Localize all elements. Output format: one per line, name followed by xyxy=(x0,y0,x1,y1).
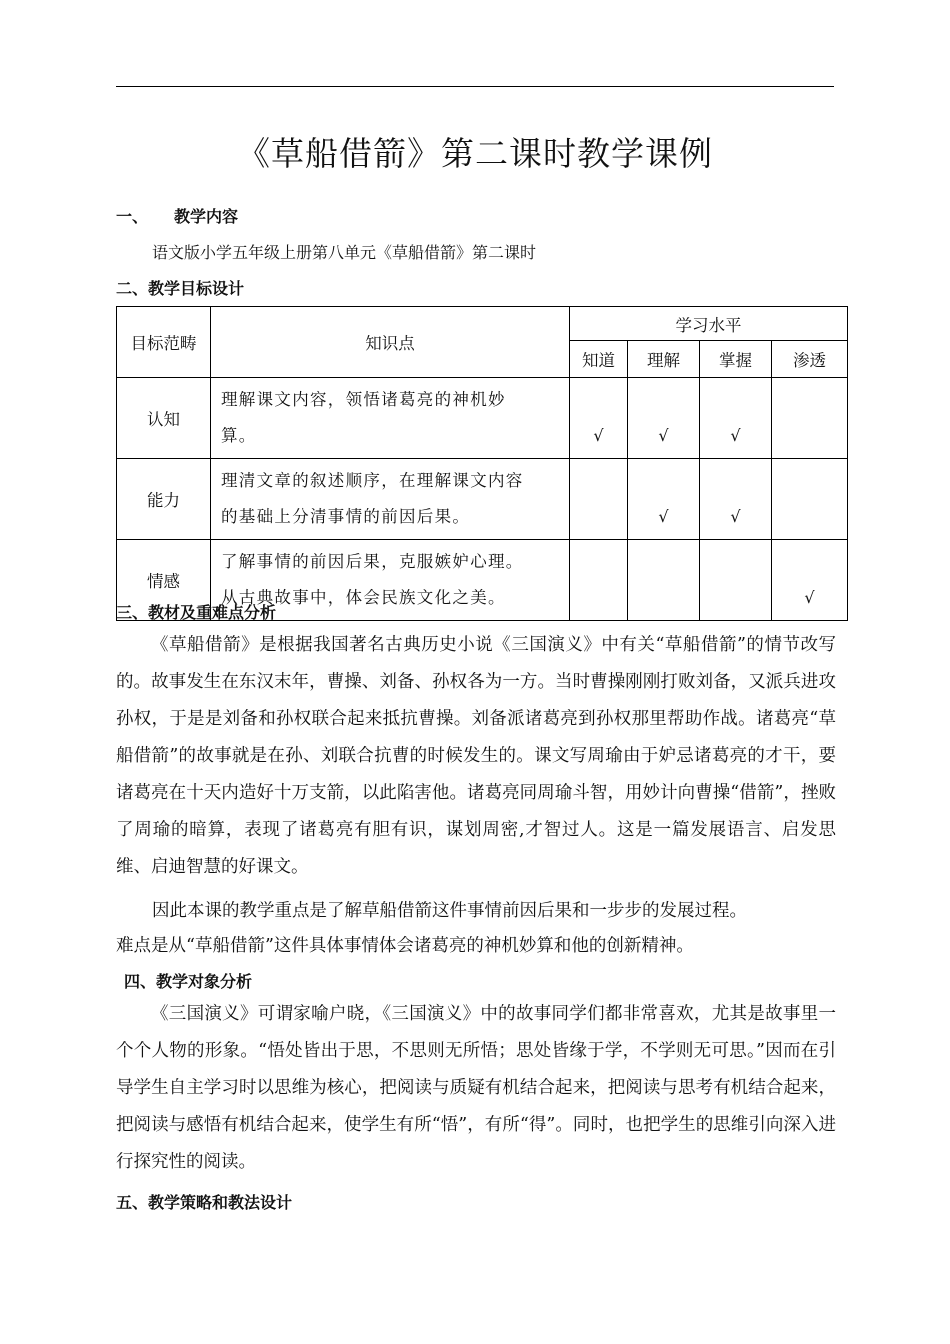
row-knowledge-line: 理解课文内容，领悟诸葛亮的神机妙 xyxy=(221,390,506,409)
check-mark xyxy=(772,481,847,517)
check-mark xyxy=(570,562,627,598)
section-3-heading: 三、教材及重难点分析 xyxy=(116,603,277,622)
check-mark: √ xyxy=(804,588,815,607)
header-level-master: 掌握 xyxy=(700,341,772,378)
row-mark-master xyxy=(700,540,772,621)
goals-table xyxy=(116,306,848,621)
check-mark xyxy=(570,481,627,517)
table-row xyxy=(117,459,848,540)
header-level: 学习水平 xyxy=(570,307,848,341)
check-mark xyxy=(772,400,847,436)
row-knowledge-line: 的基础上分清事情的前因后果。 xyxy=(221,507,471,526)
section-5-heading: 五、教学策略和教法设计 xyxy=(116,1193,293,1212)
row-mark-know xyxy=(570,540,628,621)
section-4-heading: 四、教学对象分析 xyxy=(124,972,253,991)
row-mark-understand xyxy=(628,378,700,459)
row-category: 能力 xyxy=(117,459,211,540)
table-row xyxy=(117,378,848,459)
row-mark-know xyxy=(570,459,628,540)
row-mark-understand xyxy=(628,540,700,621)
row-knowledge-line: 算。 xyxy=(221,426,257,445)
table-header-row xyxy=(117,307,848,341)
row-mark-permeate xyxy=(772,459,848,540)
section-1-number: 一、 xyxy=(116,207,149,226)
header-level-know: 知道 xyxy=(570,341,628,378)
row-mark-permeate xyxy=(772,540,848,621)
page-title: 《草船借箭》第二课时教学课例 xyxy=(237,134,713,173)
analysis-difficulty: 难点是从“草船借箭”这件具体事情体会诸葛亮的神机妙算和他的创新精神。 xyxy=(116,936,694,956)
analysis-paragraph: 《草船借箭》是根据我国著名古典历史小说《三国演义》中有关“草船借箭”的情节改写的。故事发生在东汉末年，曹操、刘备、孙权各为一方。当时曹操刚刚打败刘备，又派兵进攻孙权，于是是刘备和孙权联合起来抵抗曹操。刘备派诸葛亮到孙权那里帮助作战。诸葛亮“草船借箭”的故事就是在孙、刘联合抗曹的时候发生的。课文写周瑜由于妒忌诸葛亮的才干，要诸葛亮在十天内造好十万支箭，以此陷害他。诸葛亮同周瑜斗智，用妙计向曹操“借箭”，挫败了周瑜的暗算，表现了诸葛亮有胆有识，谋划周密,才智过人。这是一篇发展语言、启发思维、启迪智慧的好课文。 xyxy=(116,635,836,877)
row-knowledge xyxy=(211,378,570,459)
students-paragraph: 《三国演义》可谓家喻户晓，《三国演义》中的故事同学们都非常喜欢，尤其是故事里一个个人物的形象。“悟处皆出于思，不思则无所悟；思处皆缘于学，不学则无可思。”因而在引导学生自主学习时以思维为核心，把阅读与质疑有机结合起来，把阅读与思考有机结合起来，把阅读与感悟有机结合起来，使学生有所“悟”，有所“得”。同时，也把学生的思维引向深入进行探究性的阅读。 xyxy=(116,1004,836,1172)
header-level-understand: 理解 xyxy=(628,341,700,378)
header-category: 目标范畴 xyxy=(117,307,211,378)
row-mark-know xyxy=(570,378,628,459)
header-level-permeate: 渗透 xyxy=(772,341,848,378)
section-1-heading xyxy=(116,204,238,227)
row-mark-master xyxy=(700,378,772,459)
row-category: 认知 xyxy=(117,378,211,459)
check-mark: √ xyxy=(658,507,669,526)
row-mark-master xyxy=(700,459,772,540)
row-mark-permeate xyxy=(772,378,848,459)
row-knowledge-line: 了解事情的前因后果，克服嫉妒心理。 xyxy=(221,552,524,571)
row-knowledge-line: 从古典故事中，体会民族文化之美。 xyxy=(221,588,506,607)
check-mark: √ xyxy=(658,426,669,445)
check-mark: √ xyxy=(730,426,741,445)
row-category: 情感 xyxy=(117,540,211,621)
check-mark xyxy=(628,562,699,598)
check-mark: √ xyxy=(593,426,604,445)
check-mark: √ xyxy=(730,507,741,526)
header-knowledge: 知识点 xyxy=(211,307,570,378)
row-knowledge xyxy=(211,459,570,540)
analysis-key-point: 因此本课的教学重点是了解草船借箭这件事情前因后果和一步步的发展过程。 xyxy=(152,901,747,921)
section-1-title: 教学内容 xyxy=(174,207,239,226)
check-mark xyxy=(700,562,771,598)
section-2-heading: 二、教学目标设计 xyxy=(116,279,245,298)
row-knowledge-line: 理清文章的叙述顺序，在理解课文内容 xyxy=(221,471,524,490)
section-1-text: 语文版小学五年级上册第八单元《草船借箭》第二课时 xyxy=(152,243,537,262)
header-rule xyxy=(116,86,834,87)
row-mark-understand xyxy=(628,459,700,540)
